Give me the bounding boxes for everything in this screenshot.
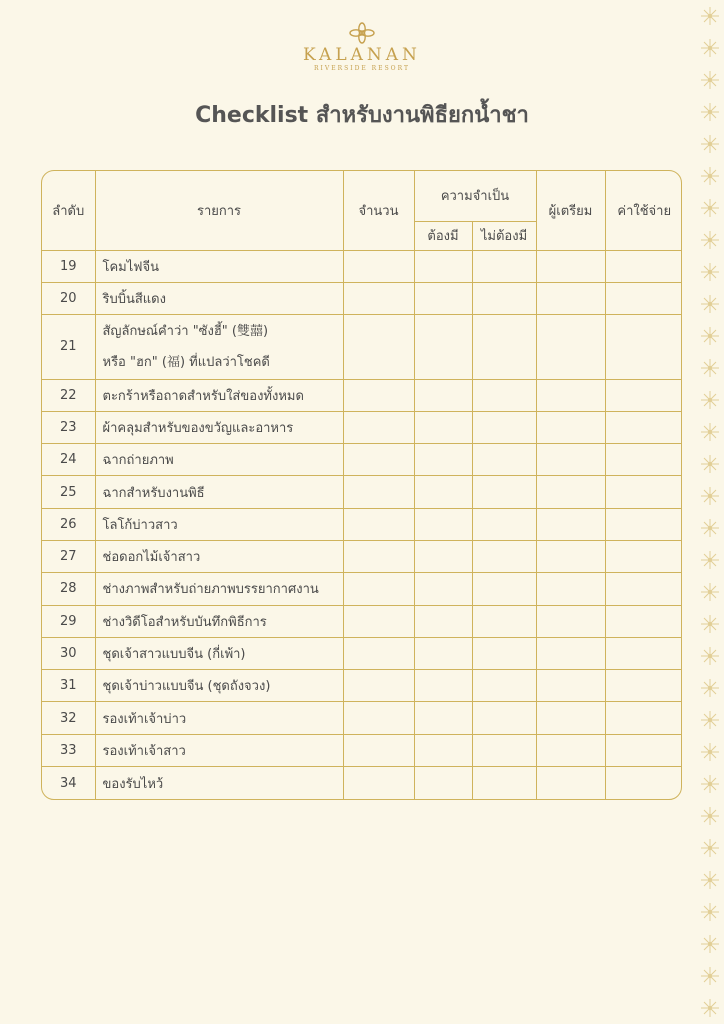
not-required-cell[interactable] — [472, 702, 536, 734]
cost-cell[interactable] — [605, 541, 682, 573]
required-cell[interactable] — [414, 250, 472, 282]
logo-subtitle: RIVERSIDE RESORT — [313, 65, 411, 72]
preparer-cell[interactable] — [536, 411, 605, 443]
qty-cell[interactable] — [343, 411, 414, 443]
star-center-dot — [708, 270, 711, 273]
star-center-dot — [708, 462, 711, 465]
logo — [0, 22, 724, 73]
star-center-dot — [708, 366, 711, 369]
star-center-dot — [708, 1006, 711, 1009]
not-required-cell[interactable] — [472, 282, 536, 314]
table-row — [42, 605, 682, 637]
row-number: 27 — [42, 541, 95, 573]
required-cell[interactable] — [414, 282, 472, 314]
preparer-cell[interactable] — [536, 573, 605, 605]
header-cost: ค่าใช้จ่าย — [605, 171, 682, 250]
row-number: 25 — [42, 476, 95, 508]
row-item: ตะกร้าหรือถาดสำหรับใส่ของทั้งหมด — [95, 379, 343, 411]
qty-cell[interactable] — [343, 379, 414, 411]
not-required-cell[interactable] — [472, 734, 536, 766]
star-center-dot — [708, 846, 711, 849]
row-item-line-1: สัญลักษณ์คำว่า "ซังฮี้" (雙囍) — [102, 323, 269, 339]
table-row — [42, 541, 682, 573]
required-cell[interactable] — [414, 411, 472, 443]
header-preparer: ผู้เตรียม — [536, 171, 605, 250]
qty-cell[interactable] — [343, 476, 414, 508]
preparer-cell[interactable] — [536, 541, 605, 573]
qty-cell[interactable] — [343, 637, 414, 669]
required-cell[interactable] — [414, 315, 472, 380]
preparer-cell[interactable] — [536, 379, 605, 411]
header-item: รายการ — [95, 171, 343, 250]
not-required-cell[interactable] — [472, 605, 536, 637]
star-center-dot — [708, 910, 711, 913]
row-item: ผ้าคลุมสำหรับของขวัญและอาหาร — [95, 411, 343, 443]
star-center-dot — [708, 430, 711, 433]
cost-cell[interactable] — [605, 573, 682, 605]
required-cell[interactable] — [414, 702, 472, 734]
required-cell[interactable] — [414, 734, 472, 766]
row-number: 26 — [42, 508, 95, 540]
table-row — [42, 734, 682, 766]
table-row — [42, 508, 682, 540]
row-item: ฉากสำหรับงานพิธี — [95, 476, 343, 508]
preparer-cell[interactable] — [536, 508, 605, 540]
row-item: รองเท้าเจ้าสาว — [95, 734, 343, 766]
table-row — [42, 444, 682, 476]
row-item: โคมไฟจีน — [95, 250, 343, 282]
required-cell[interactable] — [414, 670, 472, 702]
row-item: ช่อดอกไม้เจ้าสาว — [95, 541, 343, 573]
star-center-dot — [708, 142, 711, 145]
star-center-dot — [708, 174, 711, 177]
star-center-dot — [708, 494, 711, 497]
decorative-star-border — [688, 0, 724, 1024]
preparer-cell[interactable] — [536, 605, 605, 637]
star-center-dot — [708, 14, 711, 17]
row-item: ของรับไหว้ — [95, 767, 343, 799]
not-required-cell[interactable] — [472, 573, 536, 605]
row-item: รองเท้าเจ้าบ่าว — [95, 702, 343, 734]
row-number: 33 — [42, 734, 95, 766]
row-item: ฉากถ่ายภาพ — [95, 444, 343, 476]
cost-cell[interactable] — [605, 250, 682, 282]
star-center-dot — [708, 238, 711, 241]
required-cell[interactable] — [414, 573, 472, 605]
qty-cell[interactable] — [343, 702, 414, 734]
qty-cell[interactable] — [343, 767, 414, 799]
star-center-dot — [708, 558, 711, 561]
not-required-cell[interactable] — [472, 767, 536, 799]
row-item-line-2: หรือ "ฮก" (福) ที่แปลว่าโชคดี — [102, 354, 270, 370]
qty-cell[interactable] — [343, 250, 414, 282]
not-required-cell[interactable] — [472, 476, 536, 508]
not-required-cell[interactable] — [472, 541, 536, 573]
row-number: 31 — [42, 670, 95, 702]
cost-cell[interactable] — [605, 605, 682, 637]
cost-cell[interactable] — [605, 508, 682, 540]
not-required-cell[interactable] — [472, 444, 536, 476]
page-title: Checklist สำหรับงานพิธียกน้ำชา — [195, 103, 529, 128]
table-row — [42, 282, 682, 314]
row-number: 22 — [42, 379, 95, 411]
star-center-dot — [708, 782, 711, 785]
not-required-cell[interactable] — [472, 250, 536, 282]
qty-cell[interactable] — [343, 670, 414, 702]
qty-cell[interactable] — [343, 444, 414, 476]
required-cell[interactable] — [414, 767, 472, 799]
row-number: 30 — [42, 637, 95, 669]
preparer-cell[interactable] — [536, 315, 605, 380]
star-center-dot — [708, 878, 711, 881]
row-item: ชุดเจ้าสาวแบบจีน (กี่เพ้า) — [95, 637, 343, 669]
qty-cell[interactable] — [343, 573, 414, 605]
star-center-dot — [708, 686, 711, 689]
star-center-dot — [708, 334, 711, 337]
header-qty: จำนวน — [343, 171, 414, 250]
required-cell[interactable] — [414, 605, 472, 637]
star-center-dot — [708, 398, 711, 401]
cost-cell[interactable] — [605, 411, 682, 443]
table-row — [42, 411, 682, 443]
qty-cell[interactable] — [343, 315, 414, 380]
star-center-dot — [708, 718, 711, 721]
row-item: ช่างวิดีโอสำหรับบันทึกพิธีการ — [95, 605, 343, 637]
cost-cell[interactable] — [605, 734, 682, 766]
preparer-cell[interactable] — [536, 444, 605, 476]
star-center-dot — [708, 302, 711, 305]
not-required-cell[interactable] — [472, 670, 536, 702]
preparer-cell[interactable] — [536, 282, 605, 314]
table-row — [42, 702, 682, 734]
cost-cell[interactable] — [605, 444, 682, 476]
cost-cell[interactable] — [605, 282, 682, 314]
star-center-dot — [708, 622, 711, 625]
qty-cell[interactable] — [343, 734, 414, 766]
cost-cell[interactable] — [605, 315, 682, 380]
table-row — [42, 315, 682, 380]
preparer-cell[interactable] — [536, 250, 605, 282]
preparer-cell[interactable] — [536, 476, 605, 508]
not-required-cell[interactable] — [472, 508, 536, 540]
star-center-dot — [708, 974, 711, 977]
star-center-dot — [708, 590, 711, 593]
lotus-logo-icon — [349, 22, 375, 44]
cost-cell[interactable] — [605, 476, 682, 508]
star-center-dot — [708, 750, 711, 753]
header-required: ต้องมี — [414, 221, 472, 250]
row-number: 24 — [42, 444, 95, 476]
not-required-cell[interactable] — [472, 379, 536, 411]
header-not-required: ไม่ต้องมี — [472, 221, 536, 250]
cost-cell[interactable] — [605, 670, 682, 702]
preparer-cell[interactable] — [536, 670, 605, 702]
header-necessity: ความจำเป็น — [414, 171, 536, 221]
not-required-cell[interactable] — [472, 637, 536, 669]
row-number: 28 — [42, 573, 95, 605]
table-row — [42, 379, 682, 411]
required-cell[interactable] — [414, 444, 472, 476]
table-row — [42, 767, 682, 799]
star-center-dot — [708, 654, 711, 657]
row-number: 21 — [42, 315, 95, 380]
qty-cell[interactable] — [343, 508, 414, 540]
star-center-dot — [708, 78, 711, 81]
qty-cell[interactable] — [343, 282, 414, 314]
row-item — [95, 315, 343, 380]
table-row — [42, 670, 682, 702]
row-item: ช่างภาพสำหรับถ่ายภาพบรรยากาศงาน — [95, 573, 343, 605]
row-item: ริบบิ้นสีแดง — [95, 282, 343, 314]
preparer-cell[interactable] — [536, 702, 605, 734]
row-number: 29 — [42, 605, 95, 637]
checklist-table-container — [41, 170, 682, 800]
table-row — [42, 250, 682, 282]
qty-cell[interactable] — [343, 605, 414, 637]
not-required-cell[interactable] — [472, 315, 536, 380]
cost-cell[interactable] — [605, 637, 682, 669]
row-item: ชุดเจ้าบ่าวแบบจีน (ชุดถังจวง) — [95, 670, 343, 702]
row-item: โลโก้บ่าวสาว — [95, 508, 343, 540]
not-required-cell[interactable] — [472, 411, 536, 443]
row-number: 32 — [42, 702, 95, 734]
star-center-dot — [708, 942, 711, 945]
preparer-cell[interactable] — [536, 767, 605, 799]
preparer-cell[interactable] — [536, 734, 605, 766]
header-no: ลำดับ — [42, 171, 95, 250]
star-center-dot — [708, 206, 711, 209]
cost-cell[interactable] — [605, 767, 682, 799]
row-number: 20 — [42, 282, 95, 314]
logo-name: KALANAN — [303, 45, 421, 65]
required-cell[interactable] — [414, 541, 472, 573]
star-center-dot — [708, 526, 711, 529]
checklist-table — [42, 171, 682, 799]
required-cell[interactable] — [414, 379, 472, 411]
star-center-dot — [708, 814, 711, 817]
table-row — [42, 476, 682, 508]
qty-cell[interactable] — [343, 541, 414, 573]
required-cell[interactable] — [414, 508, 472, 540]
required-cell[interactable] — [414, 476, 472, 508]
table-row — [42, 637, 682, 669]
row-number: 34 — [42, 767, 95, 799]
row-number: 23 — [42, 411, 95, 443]
cost-cell[interactable] — [605, 379, 682, 411]
required-cell[interactable] — [414, 637, 472, 669]
preparer-cell[interactable] — [536, 637, 605, 669]
row-number: 19 — [42, 250, 95, 282]
cost-cell[interactable] — [605, 702, 682, 734]
table-row — [42, 573, 682, 605]
